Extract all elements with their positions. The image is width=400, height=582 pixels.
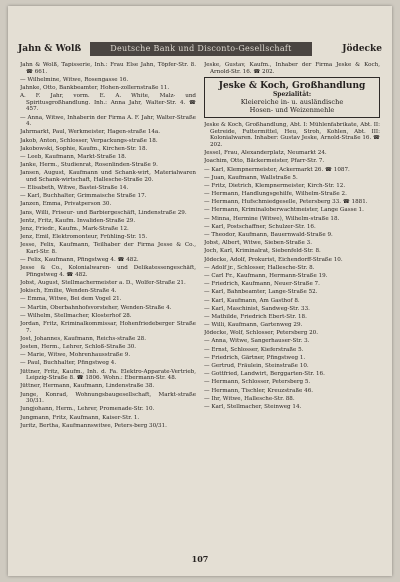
directory-entry: Jokisch, Emilie, Wenden-Straße 4. (20, 288, 117, 295)
directory-entry: Jahnke, Otto, Bankbeamter, Hohen-zollernstraße 11. (20, 84, 170, 91)
directory-entry: — Mathilde, Friedrich Ebert-Str. 18. (204, 313, 307, 320)
directory-entry: — Hermann, Hufschmiedgeselle, Petersberg 33. ☎ 1881. (204, 199, 368, 206)
directory-entry: — Wilhelm, Stellmacher, Klosterhof 28. (20, 312, 132, 319)
directory-entry: Jordan, Fritz, Kriminalkommissar, Hohenfriedeberger Straße 7. (20, 321, 196, 334)
directory-entry: — Hermann, Handlungsgehilfe, Wilhelm-Straße 2. (204, 191, 347, 198)
page-number: 107 (191, 554, 209, 564)
header-banner: Deutsche Bank und Disconto-Gesellschaft (90, 42, 312, 56)
advertisement-box (204, 77, 380, 118)
directory-entry: Jahrmarkt, Paul, Werkmeister, Hagen-straße 14a. (20, 129, 161, 136)
directory-entry: — Ihr, Witwe, Hallesche-Str. 88. (204, 395, 295, 402)
directory-entry: — Hermann, Schlosser, Petersberg 5. (204, 379, 311, 386)
directory-entry: Joachim, Otto, Bäckermeister, Pfarr-Str. 7. (204, 158, 325, 165)
directory-entry: — Adolf jr., Schlosser, Hallesche-Str. 8. (204, 264, 315, 271)
right-column (204, 62, 380, 550)
directory-entry: Jödecke, Adolf, Prokurist, Eichendorff-Straße 10. (204, 256, 343, 263)
directory-entry: — Karl, Maschinist, Sandweg-Str. 33. (204, 305, 310, 312)
directory-entry: Jödecke, Wolf, Schlosser, Petersberg 20. (204, 330, 318, 337)
directory-entry: Jenz, Emil, Elektromonteur, Frühling-Str. 15. (20, 234, 148, 241)
directory-entry: — Martin, Oberbahnhofsvorsteher, Wenden-Straße 4. (20, 304, 172, 311)
directory-entry: Jeske, Gustav, Kaufm., Inhaber der Firma Jeske & Koch, Arnold-Str. 16. ☎ 202. (204, 62, 380, 75)
directory-entry: — Anna, Witwe, Inhaberin der Firma A. F. Jahr, Walter-Straße 4. (20, 114, 196, 128)
directory-entry: — Wilhelmine, Witwe, Rosengasse 16. (20, 76, 129, 83)
directory-entry: Jesse & Co., Kolonialwaren- und Delikatessengeschäft, Pfingstweg 4. ☎ 482. (20, 265, 196, 278)
directory-entry: Janke, Herm., Studienrat, Rosenlinden-Straße 9. (20, 162, 158, 169)
directory-entry: — Elisabeth, Witwe, Bastei-Straße 14. (20, 185, 129, 192)
directory-entry: Josten, Herm., Lehrer, Schloß-Straße 30. (20, 344, 137, 350)
directory-entry: — Karl, Stellmacher, Steinweg 14. (204, 403, 302, 410)
directory-entry: — Karl, Kaufmann, Am Gasthof 8. (204, 297, 300, 304)
directory-entry: Jüttner, Hermann, Kaufmann, Lindenstraße 38. (20, 383, 155, 390)
left-column (20, 62, 196, 550)
directory-entry: — Fritz, Dietrich, Klempnermeister, Kirch-Str. 12. (204, 182, 346, 189)
directory-entry: A. F. Jahr, vorm. E. A. White, Malz- und Spiritusgroßhandlung. Inh.: Anna Jahr, Walter-Str. 4. ☎ 457. (20, 93, 196, 113)
directory-entry: Jeske & Koch, Großhandlung, Abt. I: Mühlenfabrikate, Abt. II: Getreide, Futtermittel, Heu, Stroh, Kohlen, Abt. III: Kolonialwaren. Inhaber: Gustav Jeske, Arnold-Straße 16. ☎ 202. (204, 122, 380, 148)
directory-entry: — Leeb, Kaufmann, Markt-Straße 18. (20, 153, 127, 160)
directory-entry: Jahn & Wolß, Tapisserie, Inh.: Frau Else Jahn, Töpfer-Str. 8. ☎ 661. (20, 62, 196, 75)
directory-entry: — Anna, Witwe, Sangerhauser-Str. 3. (204, 338, 310, 345)
directory-entry: Jakobowski, Sophie, Kaufm., Kirchen-Str. 18. (20, 145, 148, 152)
header-left-entry: Jahn & Wolß (18, 44, 82, 54)
directory-entry: — Felix, Kaufmann, Pfingstweg 4. ☎ 482. (20, 257, 139, 264)
directory-entry: — Carl Fr., Kaufmann, Hermann-Straße 19. (204, 272, 328, 279)
header-right-entry: Jödecke (342, 44, 382, 54)
directory-entry: — Ernst, Schlosser, Kieferstraße 5. (204, 346, 304, 353)
page-header (18, 44, 382, 58)
directory-entry: — Karl, Postschaffner, Schulzer-Str. 16. (204, 223, 316, 230)
directory-entry: — Hermann, Kriminaloberwachtmeister, Lange Gasse 1. (204, 207, 364, 214)
directory-entry: Jobst, Albert, Witwe, Sieben-Straße 3. (204, 240, 312, 247)
directory-entry: Joch, Karl, Kriminalrat, Siebenfeld-Str. 8. (204, 248, 321, 255)
directory-entry: — Hermann, Tischler, Kreuzstraße 46. (204, 387, 314, 394)
directory-entry: Jessel, Frau, Alexanderplatz, Neumarkt 24. (204, 150, 327, 157)
directory-entry: Jans, Willi, Friseur- und Barbiergeschäft, Lindenstraße 29. (20, 209, 187, 216)
directory-entry: — Karl, Buchhalter, Grimmaische Straße 17. (20, 193, 147, 200)
directory-entry: Jost, Johannes, Kaufmann, Reichs-straße 28. (20, 335, 147, 342)
directory-entry: Jakob, Anton, Schlosser, Verpackungs-straße 18. (20, 137, 158, 144)
directory-entry: — Juan, Kaufmann, Wallstraße 5. (204, 174, 298, 181)
directory-entry: — Marie, Witwe, Mohrenhausstraße 9. (20, 352, 131, 359)
ad-title: Jeske & Koch, Großhandlung (218, 81, 366, 92)
directory-entry: — Gertrud, Fräulein, Steinstraße 10. (204, 363, 309, 370)
ad-line: Hosen- und Weizenmehle (249, 106, 335, 115)
directory-entry: Jungjohann, Herm., Lehrer, Promenade-Str. 10. (20, 406, 155, 413)
directory-entry: Jenz, Friedr., Kaufm., Mark-Straße 12. (20, 225, 129, 232)
directory-entry: Janzen, Emma, Privatperson 30. (20, 201, 112, 208)
directory-entry: Jesse, Felix, Kaufmann, Teilhaber der Firma Jesse & Co., Karl-Str. 8. (20, 242, 196, 255)
directory-entry: — Friedrich, Kaufmann, Neuer-Straße 7. (204, 281, 320, 288)
directory-entry: Jüttner, Fritz, Kaufm., Inh. d. Fa. Elektro-Apparate-Vertrieb, Leipzig-Straße 8. ☎ 1806. Wohn.: Ebermann-Str. 48. (20, 368, 196, 382)
directory-entry: Jentz, Fritz, Kaufm. Invaliden-Straße 29. (20, 217, 136, 224)
directory-entry: — Minna, Hermine (Witwe), Wilhelm-straße 18. (204, 215, 340, 222)
ad-subtitle: Spezialität: (272, 91, 312, 99)
directory-entry: — Friedrich, Gärtner, Pfingstweg 1. (204, 354, 306, 361)
directory-entry: — Paul, Buchhalter, Pfingstweg 4. (20, 360, 117, 367)
directory-entry: — Theodor, Kaufmann, Bauernwald-Straße 9. (204, 232, 333, 239)
directory-page (8, 6, 392, 576)
directory-entry: — Emma, Witwe, Bei dem Vogel 21. (20, 296, 122, 303)
directory-entry: Junge, Konrad, Wohnungsbaugesellschaft, Markt-straße 30/31. (20, 391, 196, 405)
directory-entry: Jungmann, Fritz, Kaufmann, Kaiser-Str. 1. (20, 414, 140, 421)
directory-entry: Jansen, August, Kaufmann und Schank-wirt, Materialwaren und Schank-wirtschaft, Hallesche-Straße 20. (20, 170, 196, 183)
directory-entry: Jobst, August, Stellmachermeister a. D., Wolfer-Straße 21. (20, 280, 186, 287)
directory-entry: — Gottfried, Landwirt, Berggarten-Str. 16. (204, 371, 325, 378)
directory-entry: — Karl, Klempnermeister, Ackermarkt 26. ☎ 1087. (204, 166, 350, 173)
directory-entry: — Karl, Bahnbeamter, Lange-Straße 52. (204, 289, 318, 296)
ad-line: Kleiereiche in- u. ausländische (240, 98, 344, 107)
directory-entry: Juritz, Bertha, Kaufmannswitwe, Peters-berg 30/31. (20, 422, 167, 429)
directory-entry: — Willi, Kaufmann, Gartenweg 29. (204, 322, 303, 329)
